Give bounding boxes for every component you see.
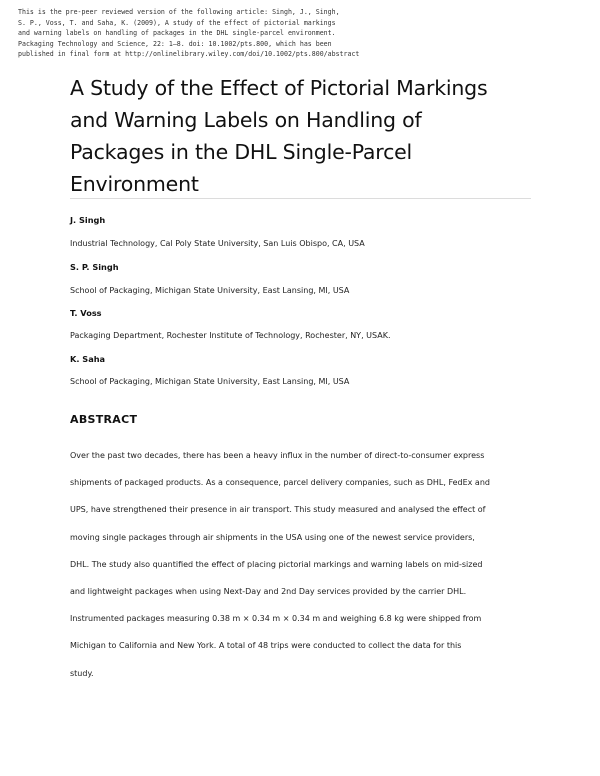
abstract-line: moving single packages through air shipments in the USA using one of the newest service providers, [70, 532, 475, 542]
abstract-line: Instrumented packages measuring 0.38 m × 0.34 m × 0.34 m and weighing 6.8 kg were shipped from [70, 614, 482, 624]
author-affiliation: School of Packaging, Michigan State University, East Lansing, MI, USA [70, 286, 350, 295]
author-affiliation: Industrial Technology, Cal Poly State University, San Luis Obispo, CA, USA [70, 239, 365, 248]
abstract-body [70, 442, 548, 687]
abstract-line: UPS, have strengthened their presence in air transport. This study measured and analysed the effect of [70, 505, 486, 515]
abstract-line: DHL. The study also quantified the effect of placing pictorial markings and warning labels on mid-sized [70, 559, 483, 569]
title-line: Environment [70, 172, 199, 196]
author-name: S. P. Singh [70, 262, 119, 272]
title-line: A Study of the Effect of Pictorial Markings [70, 76, 488, 100]
author-affiliation: School of Packaging, Michigan State University, East Lansing, MI, USA [70, 377, 350, 386]
author-affiliation: Packaging Department, Rochester Institute of Technology, Rochester, NY, USAK. [70, 331, 391, 340]
abstract-line: and lightweight packages when using Next-Day and 2nd Day services provided by the carrier DHL. [70, 586, 467, 596]
paper-title [70, 72, 540, 200]
author-name: J. Singh [70, 215, 106, 225]
abstract-line: shipments of packaged products. As a consequence, parcel delivery companies, such as DHL, FedEx and [70, 478, 490, 488]
abstract-line: study. [70, 668, 94, 678]
title-line: Packages in the DHL Single-Parcel [70, 140, 413, 164]
author-name: T. Voss [70, 308, 102, 318]
author-name: K. Saha [70, 354, 106, 364]
title-line: and Warning Labels on Handling of [70, 108, 422, 132]
abstract-line: Michigan to California and New York. A total of 48 trips were conducted to collect the data for this [70, 641, 462, 651]
preprint-citation-note [18, 7, 448, 60]
title-divider [70, 198, 531, 199]
citation-line: and warning labels on handling of packages in the DHL single-parcel environment. [18, 29, 336, 38]
abstract-line: Over the past two decades, there has been a heavy influx in the number of direct-to-consumer express [70, 451, 485, 460]
citation-line: This is the pre-peer reviewed version of the following article: Singh, J., Singh, [18, 8, 340, 16]
abstract-heading: ABSTRACT [70, 413, 138, 426]
citation-line: published in final form at http://onlinelibrary.wiley.com/doi/10.1002/pts.800/abstract [18, 50, 360, 59]
citation-line: Packaging Technology and Science, 22: 1–8. doi: 10.1002/pts.800, which has been [18, 39, 332, 48]
citation-line: S. P., Voss, T. and Saha, K. (2009), A study of the effect of pictorial markings [18, 18, 336, 27]
